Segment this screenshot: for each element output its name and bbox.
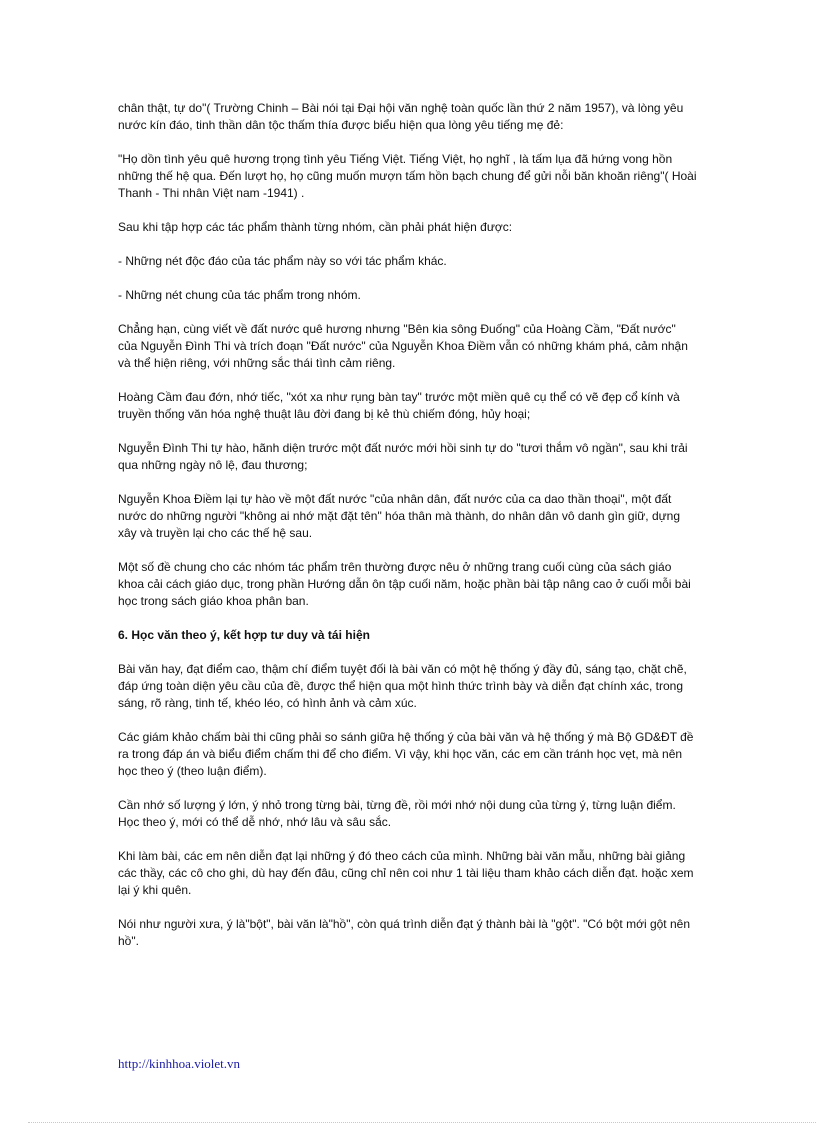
paragraph: Nguyễn Đình Thi tự hào, hãnh diện trước một đất nước mới hồi sinh tự do "tươi thắm vô ngần", sau khi trải qua những ngày nô lệ, đau thương; — [118, 441, 688, 472]
paragraph: Cần nhớ số lượng ý lớn, ý nhỏ trong từng bài, từng đề, rồi mới nhớ nội dung của từng ý, từng luận điểm. Học theo ý, mới có thể dễ nhớ, nhớ lâu và sâu sắc. — [118, 798, 676, 829]
paragraph: Nói như người xưa, ý là"bột", bài văn là"hồ", còn quá trình diễn đạt ý thành bài là "gột". "Có bột mới gột nên hồ". — [118, 917, 690, 948]
paragraph: Hoàng Cầm đau đớn, nhớ tiếc, "xót xa như rụng bàn tay" trước một miền quê cụ thể có vẽ đẹp cổ kính và truyền thống văn hóa nghệ thuật lâu đời đang bị kẻ thù chiếm đóng, hủy hoại; — [118, 390, 680, 421]
bullet-paragraph: - Những nét chung của tác phẩm trong nhóm. — [118, 288, 361, 302]
section-heading: 6. Học văn theo ý, kết hợp tư duy và tái hiện — [118, 628, 370, 642]
quote-paragraph: "Họ dồn tình yêu quê hương trọng tình yêu Tiếng Việt. Tiếng Việt, họ nghĩ , là tấm lụa đã hứng vong hồn những thế hệ qua. Đến lượt họ, họ cũng muốn mượn tấm hồn bạch chung để gửi nỗi băn khoăn riêng"( Hoài Thanh - Thi nhân Việt nam -1941) . — [118, 152, 697, 200]
paragraph: Một số đề chung cho các nhóm tác phẩm trên thường được nêu ở những trang cuối cùng của sách giáo khoa cải cách giáo dục, trong phần Hướng dẫn ôn tập cuối năm, hoặc phần bài tập nâng cao ở cuối mỗi bài học trong sách giáo khoa phân ban. — [118, 560, 691, 608]
paragraph: Bài văn hay, đạt điểm cao, thậm chí điểm tuyệt đối là bài văn có một hệ thống ý đầy đủ, sáng tạo, chặt chẽ, đáp ứng toàn diện yêu cầu của đề, được thể hiện qua một hình thức trình bày và diễn đạt chính xác, trong sáng, rõ ràng, tinh tế, khéo léo, có hình ảnh và cảm xúc. — [118, 662, 687, 710]
footer-website-link[interactable]: http://kinhhoa.violet.vn — [118, 1056, 241, 1071]
bullet-paragraph: - Những nét độc đáo của tác phẩm này so với tác phẩm khác. — [118, 254, 447, 268]
document-body — [118, 100, 698, 967]
paragraph: Nguyễn Khoa Điềm lại tự hào về một đất nước "của nhân dân, đất nước của ca dao thần thoại", một đất nước do những người "không ai nhớ mặt đặt tên" hóa thân mà thành, do nhân dân vô danh gìn giữ, dựng xây và truyền lại cho các thế hệ sau. — [118, 492, 681, 540]
paragraph: Khi làm bài, các em nên diễn đạt lại những ý đó theo cách của mình. Những bài văn mẫu, những bài giảng các thầy, các cô cho ghi, dù hay đến đâu, cũng chỉ nên coi như 1 tài liệu tham khảo cách diễn đạt. hoặc xem lại ý khi quên. — [118, 849, 694, 897]
paragraph: Chẳng hạn, cùng viết về đất nước quê hương nhưng "Bên kia sông Đuống" của Hoàng Cầm, "Đất nước" của Nguyễn Đình Thi và trích đoạn "Đất nước" của Nguyễn Khoa Điềm vẫn có những khám phá, cảm nhận và thể hiện riêng, với những sắc thái tình cảm riêng. — [118, 322, 688, 370]
paragraph: Sau khi tập hợp các tác phẩm thành từng nhóm, cần phải phát hiện được: — [118, 220, 513, 234]
paragraph: chân thật, tự do"( Trường Chinh – Bài nói tại Đại hội văn nghệ toàn quốc lần thứ 2 năm 1957), và lòng yêu nước kín đáo, tinh thần dân tộc thấm thía được biểu hiện qua lòng yêu tiếng mẹ đẻ: — [118, 101, 684, 132]
paragraph: Các giám khảo chấm bài thi cũng phải so sánh giữa hệ thống ý của bài văn và hệ thống ý mà Bộ GD&ĐT đề ra trong đáp án và biểu điểm chấm thi để cho điểm. Vì vậy, khi học văn, các em cần tránh học vẹt, mà nên học theo ý (theo luận điểm). — [118, 730, 694, 778]
